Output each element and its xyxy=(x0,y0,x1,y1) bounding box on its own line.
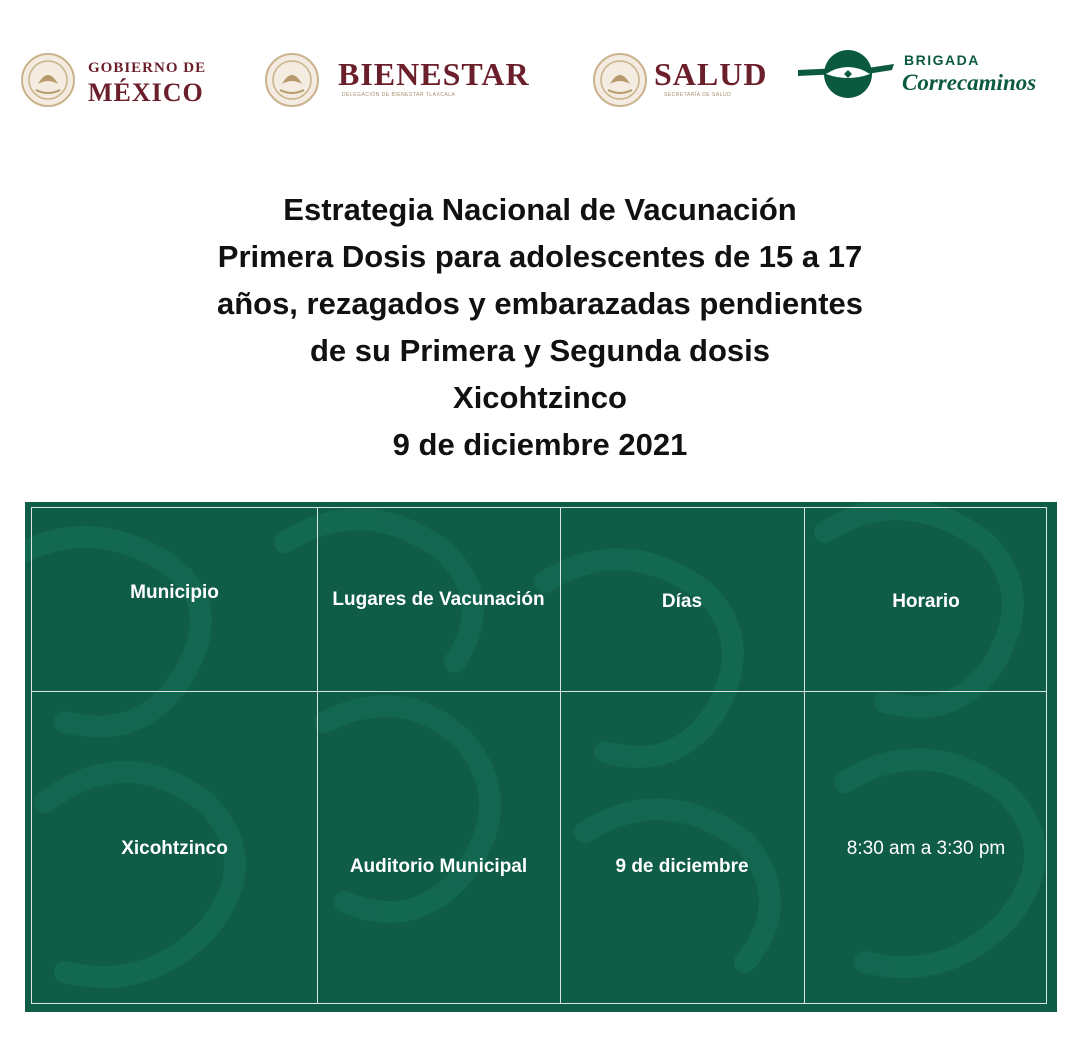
heading-line: Xicohtzinco xyxy=(453,380,627,415)
heading-line: Primera Dosis para adolescentes de 15 a 17 xyxy=(217,239,863,274)
page-heading xyxy=(0,186,1080,468)
table-cell-lugar: Auditorio Municipal xyxy=(349,855,528,877)
table-cell-dia: 9 de diciembre xyxy=(615,855,749,877)
table-header-cell: Horario xyxy=(892,590,960,612)
brigada-correcaminos-logo xyxy=(796,40,1066,120)
table-cell-municipio: Xicohtzinco xyxy=(121,837,228,859)
heading-line: de su Primera y Segunda dosis xyxy=(310,333,770,368)
bienestar-title: BIENESTAR xyxy=(338,56,530,92)
heading-line: Estrategia Nacional de Vacunación xyxy=(283,192,797,227)
table-header-cell: Municipio xyxy=(130,581,219,603)
brigada-line-1: BRIGADA xyxy=(904,52,980,68)
gobierno-de-mexico-logo xyxy=(20,40,230,120)
mexico-seal-icon xyxy=(20,52,76,108)
table-cell-horario: 8:30 am a 3:30 pm xyxy=(846,837,1006,859)
bienestar-subtitle: DELEGACIÓN DE BIENESTAR TLAXCALA xyxy=(342,92,456,98)
road-runner-icon xyxy=(796,44,896,108)
gobierno-line-1: GOBIERNO DE xyxy=(88,60,207,76)
salud-logo xyxy=(592,40,792,120)
table-header-cell: Lugares de Vacunación xyxy=(332,589,545,610)
mexico-seal-icon xyxy=(592,52,648,108)
schedule-table xyxy=(25,502,1057,1012)
heading-line: 9 de diciembre 2021 xyxy=(392,427,688,462)
gobierno-line-2: MÉXICO xyxy=(88,78,204,107)
bienestar-logo xyxy=(264,40,564,120)
salud-title: SALUD xyxy=(654,56,768,92)
brigada-line-2: Correcaminos xyxy=(902,70,1037,95)
table-header-cell: Días xyxy=(661,590,703,612)
salud-subtitle: SECRETARÍA DE SALUD xyxy=(664,92,732,98)
heading-line: años, rezagados y embarazadas pendientes xyxy=(216,286,864,321)
logo-bar xyxy=(0,40,1080,120)
mexico-seal-icon xyxy=(264,52,320,108)
table-grid xyxy=(31,507,1047,1004)
